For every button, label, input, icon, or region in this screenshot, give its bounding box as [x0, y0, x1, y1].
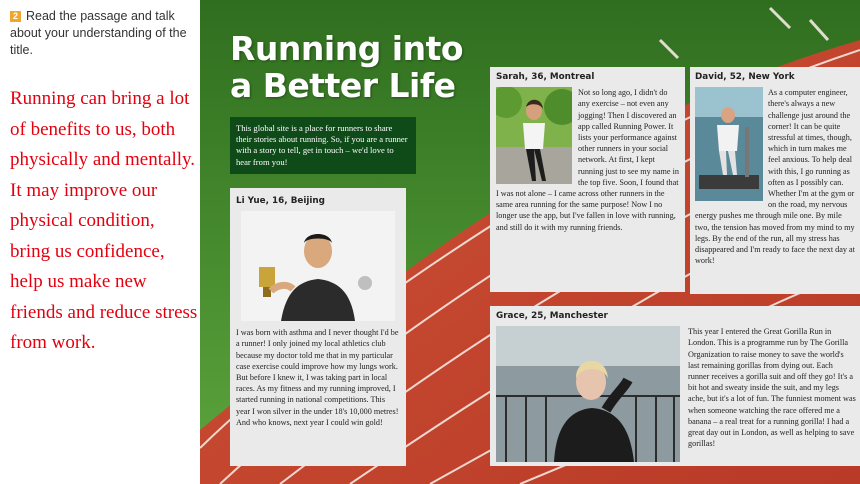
story-card-li-yue [230, 188, 406, 466]
instruction [10, 8, 195, 59]
story-author: Li Yue, 16, Beijing [236, 196, 325, 206]
instruction-panel [0, 0, 200, 484]
article-title [230, 30, 463, 104]
title-line-1: Running into [230, 29, 464, 68]
story-author: David, 52, New York [695, 72, 795, 82]
instruction-text: Read the passage and talk about your understanding of the title. [10, 9, 187, 57]
magazine-page [200, 0, 860, 484]
story-text: This year I entered the Great Gorilla Run in London. This is a programme run by The Gorilla Organization to raise money to save the world's last remaining gorillas from dying out. Each runner receives a gorilla suit and off they go! It's a bit hot and sweaty inside the suit, and my legs ache, but it's a lot of fun. The funniest moment was when someone watching the race offered me a banana – a real treat for a running gorilla! I had a great day out in London, as well as helping to save gorillas! [688, 327, 856, 449]
story-text: I was born with asthma and I never thought I'd be a runner! I only joined my local athletics club because my doctor told me that in my particular case exercise could improve how my lungs work. But before I knew it, I was taking part in local races. As my fitness and my running improved, I started running in national competitions. This year I won silver in the under 18's 10,000 metres! And who knows, next year I could win gold! [236, 328, 399, 427]
runner-photo-sarah [496, 87, 572, 184]
story-author: Sarah, 36, Montreal [496, 72, 595, 82]
title-line-2: a Better Life [230, 66, 456, 105]
runner-photo-grace [496, 326, 680, 462]
story-card-sarah [490, 67, 685, 292]
story-author: Grace, 25, Manchester [496, 311, 608, 321]
question-number-badge: 2 [10, 11, 21, 22]
story-card-grace [490, 306, 860, 466]
intro-box: This global site is a place for runners to share their stories about running. So, if you are a runner with a story to tell, get in touch – we'd love to hear from you! [230, 117, 416, 174]
answer-text: Running can bring a lot of benefits to us, both physically and mentally. It may improve our physical condition, bring us confidence, help us make new friends and reduce stress from work. [10, 88, 198, 353]
story-text: Not so long ago, I didn't do any exercise – not even any jogging! Then I discovered an app called Running Power. It lists your performance against other runners in your social network. At first, I kept running just to see my name in the top five. Soon, I found that I was not alone – I came across other runners in the same area running for the same purpose! Now I no longer use the app, but I've fallen in love with running, and still do it with my running friends. [496, 88, 679, 232]
runner-photo-david [695, 87, 763, 201]
story-text: As a computer engineer, there's always a new challenge just around the corner! It can be quite stressful at times, though, which in turn makes me feel anxious. To help deal with this, I go running as often as I possibly can. Whether I'm at the gym or on the road, my nervous energy pushes me through mile one. By mile two, the tension has moved from my mind to my legs. By the end of the run, all my stress has disappeared and I'm ready to face the next day at work! [695, 88, 855, 266]
runner-photo-li-yue [241, 211, 395, 321]
story-card-david [690, 67, 860, 294]
